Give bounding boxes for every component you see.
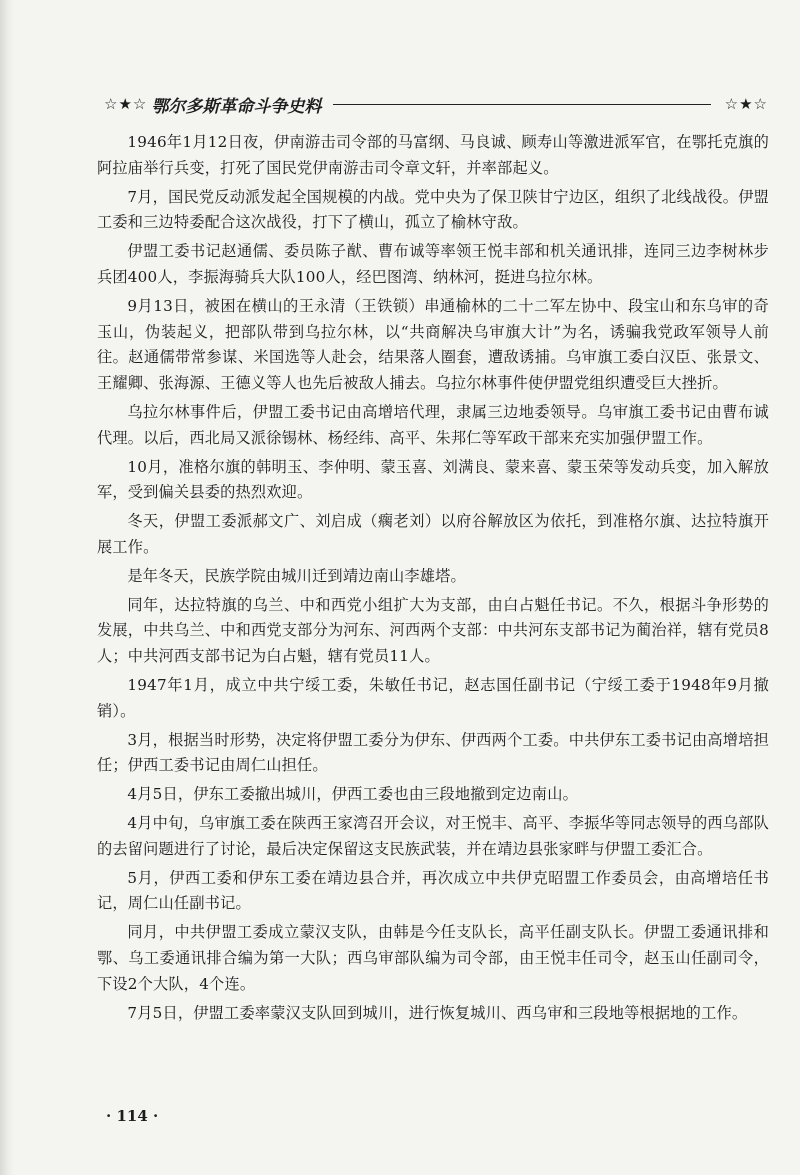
header-rule xyxy=(333,104,710,105)
paragraph: 4月中旬，乌审旗工委在陕西王家湾召开会议，对王悦丰、高平、李振华等同志领导的西乌部队的去留问题进行了讨论，最后决定保留这支民族武装，并在靖边县张家畔与伊盟工委汇合。 xyxy=(97,813,769,858)
body-text xyxy=(97,130,769,1029)
book-title: 鄂尔多斯革命斗争史料 xyxy=(151,96,322,117)
star-ornament-right: ☆★☆ xyxy=(724,95,768,113)
paragraph: 冬天，伊盟工委派郝文广、刘启成（瘸老刘）以府谷解放区为依托，到准格尔旗、达拉特旗开展工作。 xyxy=(97,512,769,556)
paragraph: 7月5日，伊盟工委率蒙汉支队回到城川，进行恢复城川、西乌审和三段地等根据地的工作。 xyxy=(127,1003,748,1022)
paragraph: 3月，根据当时形势，决定将伊盟工委分为伊东、伊西两个工委。中共伊东工委书记由高增培担任；伊西工委书记由周仁山担任。 xyxy=(97,730,769,775)
paragraph: 1947年1月，成立中共宁绥工委，朱敏任书记，赵志国任副书记（宁绥工委于1948年9月撤销）。 xyxy=(97,675,769,720)
paragraph: 10月，准格尔旗的韩明玉、李仲明、蒙玉喜、刘满良、蒙来喜、蒙玉荣等发动兵变，加入解放军，受到偏关县委的热烈欢迎。 xyxy=(97,457,769,502)
running-header xyxy=(104,92,768,116)
paragraph: 7月，国民党反动派发起全国规模的内战。党中央为了保卫陕甘宁边区，组织了北线战役。伊盟工委和三边特委配合这次战役，打下了横山，孤立了榆林守敌。 xyxy=(97,187,769,232)
paragraph: 同月，中共伊盟工委成立蒙汉支队，由韩是今任支队长，高平任副支队长。伊盟工委通讯排和鄂、乌工委通讯排合编为第一大队；西乌审部队编为司令部，由王悦丰任司令，赵玉山任副司令，下设2个大队，4个连。 xyxy=(97,923,769,993)
page-number: · 114 · xyxy=(106,1107,159,1125)
paragraph: 4月5日，伊东工委撤出城川，伊西工委也由三段地撤到定边南山。 xyxy=(127,785,578,804)
star-ornament-left: ☆★☆ xyxy=(104,95,148,113)
paragraph: 5月，伊西工委和伊东工委在靖边县合并，再次成立中共伊克昭盟工作委员会，由高增培任书记，周仁山任副书记。 xyxy=(97,868,769,913)
paragraph: 同年，达拉特旗的乌兰、中和西党小组扩大为支部，由白占魁任书记。不久，根据斗争形势的发展，中共乌兰、中和西党支部分为河东、河西两个支部：中共河东支部书记为蔺治祥，辖有党员8人；中共河西支部书记为白占魁，辖有党员11人。 xyxy=(97,595,769,666)
paragraph: 1946年1月12日夜，伊南游击司令部的马富纲、马良诚、顾寿山等激进派军官，在鄂托克旗的阿拉庙举行兵变，打死了国民党伊南游击司令章文轩，并率部起义。 xyxy=(97,133,769,177)
page-edge xyxy=(0,0,14,1175)
paragraph: 是年冬天，民族学院由城川迁到靖边南山李雄塔。 xyxy=(127,566,466,585)
paragraph: 乌拉尔林事件后，伊盟工委书记由高增培代理，隶属三边地委领导。乌审旗工委书记由曹布诚代理。以后，西北局又派徐锡林、杨经纬、高平、朱邦仁等军政干部来充实加强伊盟工作。 xyxy=(97,402,769,447)
paragraph: 9月13日，被困在横山的王永清（王铁锁）串通榆林的二十二军左协中、段宝山和东乌审的奇玉山，伪装起义，把部队带到乌拉尔林，以“共商解决乌审旗大计”为名，诱骗我党政军领导人前往。赵通儒带常参谋、米国选等人赴会，结果落人圈套，遭敌诱捕。乌审旗工委白汉臣、张景文、王耀卿、张海源、王德义等人也先后被敌人捕去。乌拉尔林事件使伊盟党组织遭受巨大挫折。 xyxy=(97,296,769,393)
paragraph: 伊盟工委书记赵通儒、委员陈子猷、曹布诚等率领王悦丰部和机关通讯排，连同三边李树林步兵团400人，李振海骑兵大队100人，经巴图湾、纳林河，挺进乌拉尔林。 xyxy=(97,242,769,286)
